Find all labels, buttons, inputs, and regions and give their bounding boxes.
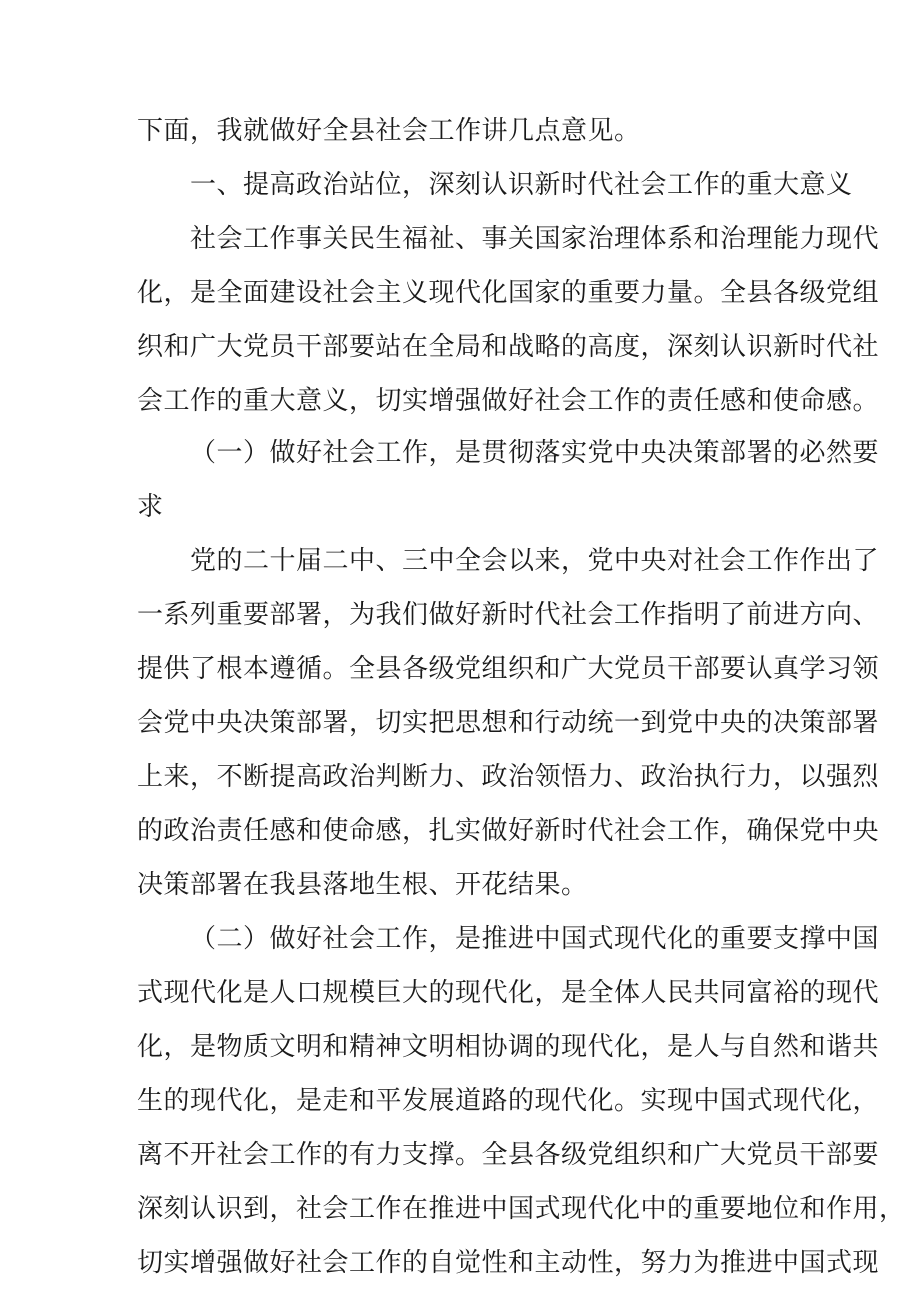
section-heading: 一、提高政治站位，深刻认识新时代社会工作的重大意义 [190,170,853,200]
text-line: 会党中央决策部署，切实把思想和行动统一到党中央的决策部署 [137,708,880,738]
subsection-heading: （一）做好社会工作，是贯彻落实党中央决策部署的必然要 [190,438,880,468]
text-line: 上来，不断提高政治判断力、政治领悟力、政治执行力，以强烈 [137,762,880,792]
text-line: 化，是物质文明和精神文明相协调的现代化，是人与自然和谐共 [137,1032,880,1062]
text-line: 深刻认识到，社会工作在推进中国式现代化中的重要地位和作用， [137,1194,906,1224]
text-line: 式现代化是人口规模巨大的现代化，是全体人民共同富裕的现代 [137,978,880,1008]
text-line: 提供了根本遵循。全县各级党组织和广大党员干部要认真学习领 [137,654,880,684]
subsection-heading: （二）做好社会工作，是推进中国式现代化的重要支撑中国 [190,924,880,954]
subsection-heading: 求 [137,492,164,522]
text-line: 一系列重要部署，为我们做好新时代社会工作指明了前进方向、 [137,600,880,630]
text-line: 的政治责任感和使命感，扎实做好新时代社会工作，确保党中央 [137,816,880,846]
text-line: 离不开社会工作的有力支撑。全县各级党组织和广大党员干部要 [137,1140,880,1170]
text-line: 会工作的重大意义，切实增强做好社会工作的责任感和使命感。 [137,386,880,416]
text-line: 党的二十届二中、三中全会以来，党中央对社会工作作出了 [190,546,880,576]
text-line: 下面，我就做好全县社会工作讲几点意见。 [137,116,641,146]
text-line: 决策部署在我县落地生根、开花结果。 [137,870,588,900]
text-line: 化，是全面建设社会主义现代化国家的重要力量。全县各级党组 [137,278,880,308]
text-line: 织和广大党员干部要站在全局和战略的高度，深刻认识新时代社 [137,332,880,362]
text-line: 切实增强做好社会工作的自觉性和主动性，努力为推进中国式现 [137,1248,880,1278]
text-line: 生的现代化，是走和平发展道路的现代化。实现中国式现代化， [137,1086,880,1116]
text-line: 社会工作事关民生福祉、事关国家治理体系和治理能力现代 [190,224,880,254]
